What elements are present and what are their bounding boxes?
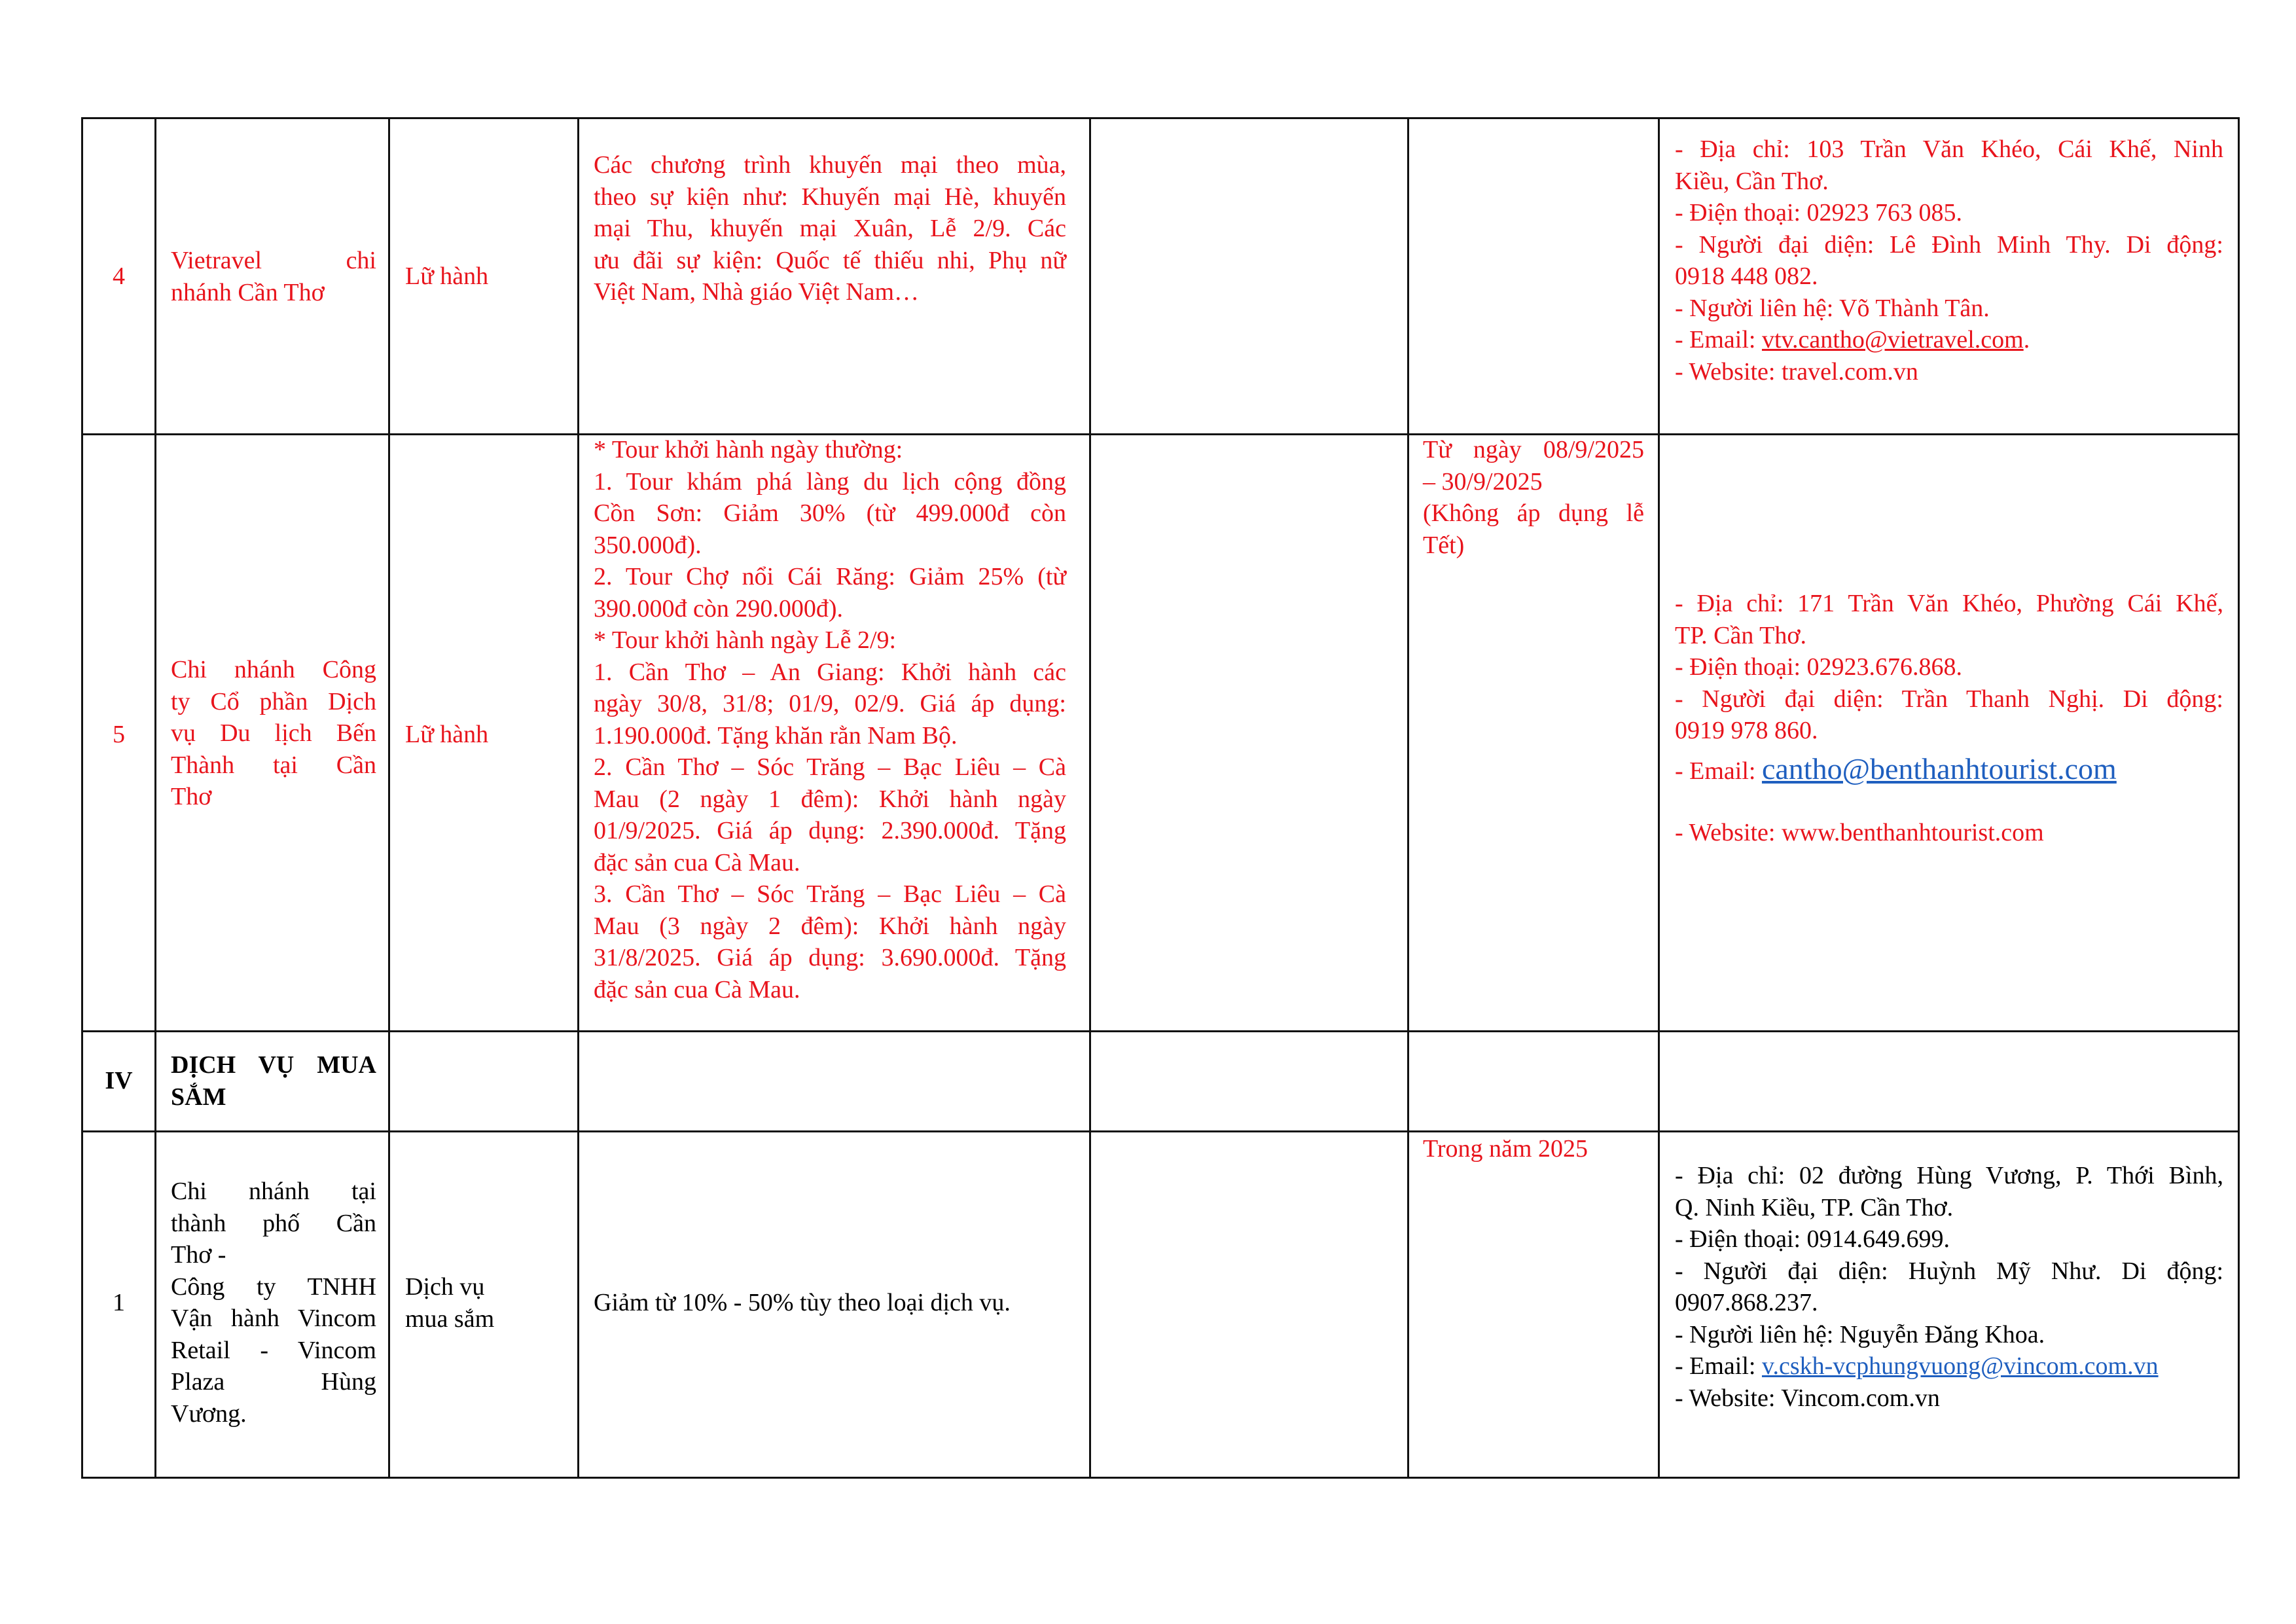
- row5-promo-line: * Tour khởi hành ngày thường:: [594, 436, 903, 463]
- row5-promo-line: * Tour khởi hành ngày Lễ 2/9:: [594, 626, 897, 654]
- row5-name: [171, 654, 376, 813]
- contact-representative: - Người đại diện: Huỳnh Mỹ Như. Di động:: [1675, 1257, 2223, 1285]
- row5-name-line: ty Cổ phần Dịch: [171, 687, 376, 715]
- contact-representative-mobile: 0918 448 082.: [1675, 262, 1818, 290]
- row4-type: Lữ hành: [405, 262, 489, 290]
- row5-time-line: (Không áp dụng lễ: [1423, 499, 1644, 527]
- row5-promo-line: Cồn Sơn: Giảm 30% (từ 499.000đ còn: [594, 499, 1066, 527]
- contact-website: - Website: Vincom.com.vn: [1675, 1384, 1940, 1412]
- table-border-left: [81, 117, 83, 1479]
- row5-name-line: Thơ: [171, 783, 212, 810]
- contact-website: - Website: travel.com.vn: [1675, 357, 1918, 386]
- row1-type-line: Dịch vụ: [405, 1273, 485, 1301]
- row5-promo: [594, 434, 1066, 1005]
- row1-type: [405, 1271, 575, 1335]
- row4-name: [171, 245, 376, 308]
- row5-promo-line: 2. Tour Chợ nổi Cái Răng: Giảm 25% (từ: [594, 563, 1066, 590]
- row1-stt: 1: [113, 1289, 125, 1316]
- contact-phone: - Điện thoại: 02923 763 085.: [1675, 199, 1963, 226]
- contact-address-cont: Kiều, Cần Thơ.: [1675, 167, 1829, 195]
- section-iv-title: [171, 1049, 376, 1113]
- row5-promo-line: 31/8/2025. Giá áp dụng: 3.690.000đ. Tặng: [594, 944, 1066, 971]
- row5-promo-line: 1.190.000đ. Tặng khăn rằn Nam Bộ.: [594, 721, 958, 749]
- email-link[interactable]: vtv.cantho@vietravel.com: [1761, 326, 2024, 353]
- email-label: - Email:: [1675, 326, 1762, 353]
- row4-name-line: nhánh Cần Thơ: [171, 278, 325, 306]
- table-border-bottom: [81, 1477, 2240, 1479]
- table-row-divider: [81, 1130, 2240, 1132]
- contact-address: - Địa chỉ: 02 đường Hùng Vương, P. Thới Bình,: [1675, 1162, 2223, 1189]
- table-col-divider: [154, 117, 156, 1479]
- row1-promo: Giảm từ 10% - 50% tùy theo loại dịch vụ.: [594, 1289, 1011, 1316]
- contact-person: - Người liên hệ: Nguyễn Đăng Khoa.: [1675, 1320, 2045, 1348]
- row5-type: Lữ hành: [405, 721, 489, 748]
- row1-name-line: Vận hành Vincom: [171, 1305, 376, 1332]
- contact-website: - Website: www.benthanhtourist.com: [1675, 818, 2044, 846]
- row5-promo-line: 390.000đ còn 290.000đ).: [594, 594, 844, 623]
- row5-time-line: Tết): [1423, 531, 1465, 559]
- row1-name-line: Thơ -: [171, 1241, 226, 1269]
- row5-promo-line: đặc sản cua Cà Mau.: [594, 975, 800, 1003]
- section-title-line: SẮM: [171, 1083, 226, 1111]
- row5-time-line: Từ ngày 08/9/2025: [1423, 436, 1644, 463]
- email-link[interactable]: v.cskh-vcphungvuong@vincom.com.vn: [1761, 1352, 2159, 1380]
- email-link[interactable]: cantho@benthanhtourist.com: [1761, 751, 2117, 785]
- row1-contact: [1675, 1160, 2223, 1414]
- row5-name-line: vụ Du lịch Bến: [171, 719, 376, 747]
- contact-representative: - Người đại diện: Trần Thanh Nghị. Di động:: [1675, 685, 2223, 713]
- row1-name-line: Vương.: [171, 1399, 247, 1428]
- table-col-divider: [577, 117, 579, 1479]
- table-border-top: [81, 117, 2240, 119]
- contact-representative-mobile: 0907.868.237.: [1675, 1289, 1818, 1316]
- row1-name: [171, 1176, 376, 1430]
- row1-type-line: mua sắm: [405, 1305, 495, 1333]
- row5-promo-line: Mau (3 ngày 2 đêm): Khởi hành ngày: [594, 912, 1066, 940]
- row5-promo-line: 350.000đ).: [594, 531, 702, 559]
- row5-promo-line: 01/9/2025. Giá áp dụng: 2.390.000đ. Tặng: [594, 817, 1066, 844]
- row4-promo: [594, 149, 1066, 308]
- row5-name-line: Chi nhánh Công: [171, 656, 376, 683]
- section-iv-stt: IV: [105, 1067, 133, 1094]
- table-col-divider: [388, 117, 390, 1479]
- row5-name-line: Thành tại Cần: [171, 751, 376, 779]
- row5-contact: [1675, 588, 2223, 848]
- row4-promo-line: ưu đãi sự kiện: Quốc tế thiếu nhi, Phụ nữ: [594, 246, 1066, 274]
- contact-phone: - Điện thoại: 02923.676.868.: [1675, 653, 1963, 681]
- row5-promo-line: ngày 30/8, 31/8; 01/9, 02/9. Giá áp dụng:: [594, 690, 1066, 717]
- contact-person: - Người liên hệ: Võ Thành Tân.: [1675, 294, 1990, 322]
- row5-promo-line: 3. Cần Thơ – Sóc Trăng – Bạc Liêu – Cà: [594, 880, 1066, 908]
- row1-name-line: thành phố Cần: [171, 1209, 376, 1237]
- row4-name-line: Vietravel chi: [171, 247, 376, 274]
- row1-name-line: Công ty TNHH: [171, 1272, 376, 1301]
- row5-promo-line: đặc sản cua Cà Mau.: [594, 848, 800, 876]
- row4-promo-line: Việt Nam, Nhà giáo Việt Nam…: [594, 278, 920, 306]
- contact-representative: - Người đại diện: Lê Đình Minh Thy. Di động:: [1675, 230, 2223, 259]
- row5-promo-line: 1. Cần Thơ – An Giang: Khởi hành các: [594, 658, 1066, 686]
- table-row-divider: [81, 1030, 2240, 1032]
- contact-email: [1675, 324, 2223, 356]
- row5-promo-line: 2. Cần Thơ – Sóc Trăng – Bạc Liêu – Cà: [594, 753, 1066, 781]
- row5-promo-line: 1. Tour khám phá làng du lịch cộng đồng: [594, 467, 1066, 496]
- table-col-divider: [1089, 117, 1091, 1479]
- contact-representative-mobile: 0919 978 860.: [1675, 717, 1818, 744]
- row4-promo-line: Các chương trình khuyến mại theo mùa,: [594, 151, 1066, 179]
- contact-address-cont: Q. Ninh Kiều, TP. Cần Thơ.: [1675, 1193, 1954, 1221]
- row5-stt: 5: [113, 721, 125, 748]
- row5-promo-line: Mau (2 ngày 1 đêm): Khởi hành ngày: [594, 785, 1066, 813]
- table-row-divider: [81, 433, 2240, 435]
- row5-time-line: – 30/9/2025: [1423, 467, 1543, 496]
- row4-contact: [1675, 134, 2223, 388]
- contact-address: - Địa chỉ: 171 Trần Văn Khéo, Phường Cái Khế,: [1675, 590, 2223, 617]
- row1-name-line: Retail - Vincom: [171, 1336, 376, 1364]
- email-end: .: [2023, 326, 2030, 353]
- email-label: - Email:: [1675, 1352, 1762, 1380]
- table-col-divider: [1658, 117, 1660, 1479]
- row4-promo-line: mại Thu, khuyến mại Xuân, Lễ 2/9. Các: [594, 215, 1066, 242]
- row1-name-line: Chi nhánh tại: [171, 1178, 376, 1205]
- contact-email: [1675, 751, 2223, 789]
- row1-name-line: Plaza Hùng: [171, 1368, 376, 1396]
- row4-stt: 4: [113, 262, 125, 290]
- section-title-line: DỊCH VỤ MUA: [171, 1051, 376, 1079]
- row4-promo-line: theo sự kiện như: Khuyến mại Hè, khuyến: [594, 183, 1066, 211]
- contact-address: - Địa chỉ: 103 Trần Văn Khéo, Cái Khế, Ninh: [1675, 135, 2223, 163]
- row1-time: Trong năm 2025: [1423, 1135, 1588, 1163]
- contact-phone: - Điện thoại: 0914.649.699.: [1675, 1225, 1950, 1253]
- contact-email: [1675, 1350, 2223, 1382]
- table-col-divider: [1407, 117, 1409, 1479]
- email-label: - Email:: [1675, 757, 1762, 785]
- contact-address-cont: TP. Cần Thơ.: [1675, 621, 1806, 649]
- row5-time: [1423, 434, 1644, 561]
- table-border-right: [2238, 117, 2240, 1479]
